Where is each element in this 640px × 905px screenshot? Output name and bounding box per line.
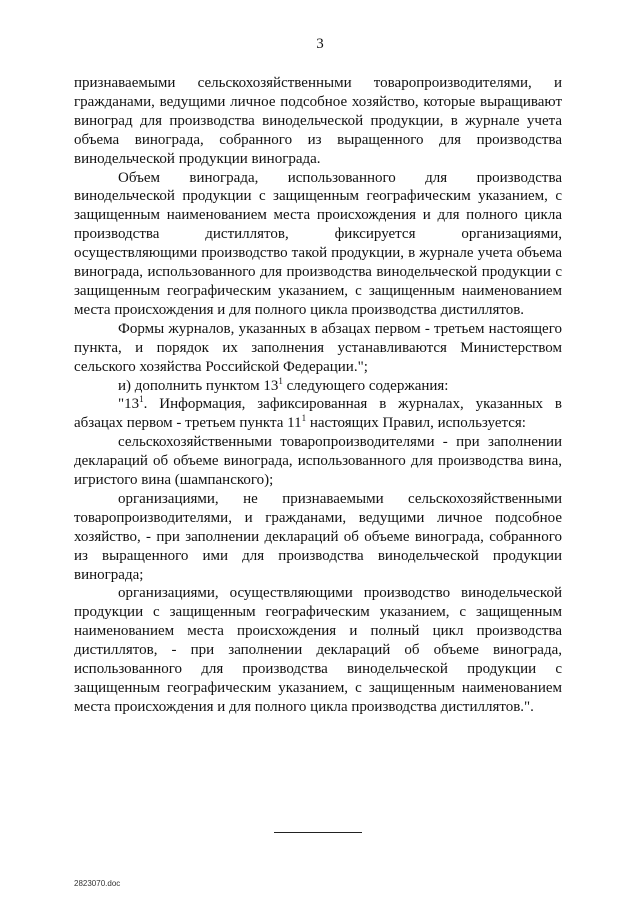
document-body <box>74 74 562 717</box>
paragraph-continuation: признаваемыми сельскохозяйственными товаропроизводителями, и гражданами, ведущими личное подсобное хозяйство, которые выращивают виноград для производства винодельческой продукции, в журнале учета объема винограда, собранного из выращенного для производства винодельческой продукции винограда. <box>74 75 562 167</box>
clause-text-tail: настоящих Правил, используется: <box>306 415 526 432</box>
clause-number: "13 <box>118 396 140 413</box>
superscript-index: 1 <box>139 394 144 405</box>
paragraph-agri-producers: сельскохозяйственными товаропроизводителями - при заполнении деклараций об объеме винограда, использованного для производства вина, игристого вина (шампанского); <box>74 434 562 489</box>
superscript-index: 1 <box>301 413 307 424</box>
amendment-intro-tail: следующего содержания: <box>282 377 449 394</box>
clause-text: . Информация, зафиксированная в журналах, указанных в абзацах первом - третьем пункта 11 <box>74 396 562 432</box>
document-file-code: 2823070.doc <box>74 879 121 888</box>
paragraph-amendment-intro <box>74 377 562 396</box>
paragraph-journal-forms: Формы журналов, указанных в абзацах первом - третьем настоящего пункта, и порядок их заполнения устанавливаются Министерством сельского хозяйства Российской Федерации."; <box>74 320 562 375</box>
paragraph-grape-volume: Объем винограда, использованного для производства винодельческой продукции с защищенным географическим указанием, с защищенным наименованием места происхождения и для полного цикла производства дистиллятов, фиксируется организациями, осуществляющими производство такой продукции, в журнале учета объема винограда, использованного для производства винодельческой продукции с защищенным географическим указанием, с защищенным наименованием места происхождения и для полного цикла производства дистиллятов. <box>74 169 562 318</box>
end-divider-line <box>274 832 362 833</box>
paragraph-non-agri-organizations: организациями, не признаваемыми сельскохозяйственными товаропроизводителями, и гражданами, ведущими личное подсобное хозяйство, - при заполнении деклараций об объеме винограда, собранного из выращенного ими для производства винодельческой продукции винограда; <box>74 490 562 583</box>
page-number: 3 <box>316 36 324 52</box>
paragraph-clause-13-1 <box>74 395 562 433</box>
superscript-index: 1 <box>278 375 283 386</box>
amendment-intro-text: и) дополнить пунктом 13 <box>118 377 279 394</box>
paragraph-protected-producers: организациями, осуществляющими производство винодельческой продукции с защищенным географическим указанием, с защищенным наименованием места происхождения и полный цикл производства дистиллятов, - при заполнении деклараций об объеме винограда, использованного для производства винодельческой продукции с защищенным географическим указанием, с защищенным наименованием места происхождения и для полного цикла производства дистиллятов.". <box>74 585 562 715</box>
